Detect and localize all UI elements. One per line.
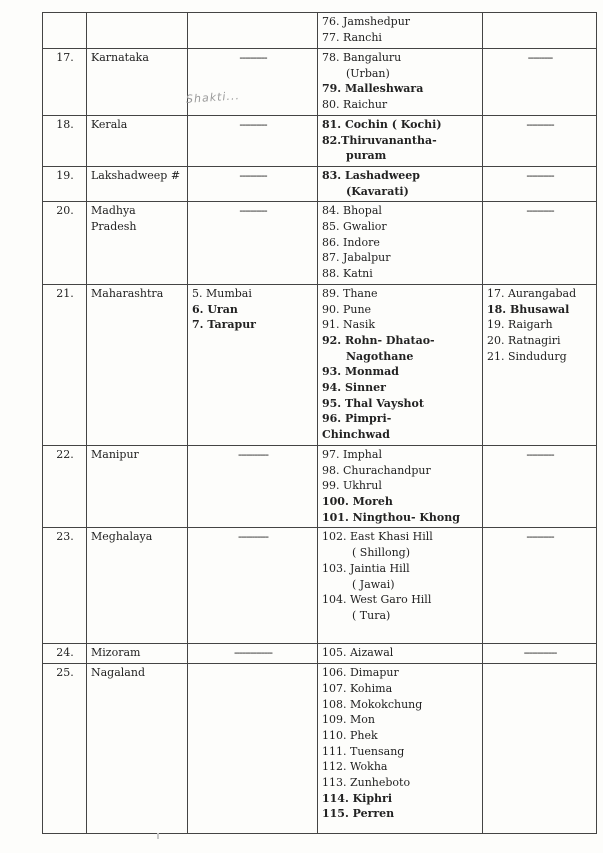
col4-cell bbox=[318, 644, 483, 664]
table-row bbox=[43, 284, 597, 445]
list-item: 115. Perren bbox=[322, 807, 395, 821]
state-name-cell: Lakshadweep # bbox=[87, 166, 188, 201]
list-item: 106. Dimapur bbox=[322, 666, 399, 680]
list-item: 92. Rohn- Dhatao- bbox=[322, 333, 435, 347]
table-row bbox=[43, 528, 597, 644]
state-name-cell: Mizoram bbox=[87, 644, 188, 664]
col3-cell bbox=[188, 664, 318, 834]
handwritten-signature: Shakti... bbox=[185, 89, 241, 106]
col5-cell bbox=[483, 644, 597, 664]
dash-placeholder: ---------- bbox=[526, 204, 554, 218]
dash-placeholder: ---------- bbox=[239, 204, 267, 218]
table-row bbox=[43, 166, 597, 201]
col4-cell bbox=[318, 13, 483, 49]
col5-cell bbox=[483, 664, 597, 834]
list-item: 20. Ratnagiri bbox=[487, 333, 561, 347]
col4-cell bbox=[318, 284, 483, 445]
col3-cell bbox=[188, 644, 318, 664]
list-item: 78. Bangaluru bbox=[322, 51, 402, 64]
col4-cell bbox=[318, 49, 483, 116]
col5-cell bbox=[483, 166, 597, 201]
col3-cell bbox=[185, 49, 318, 116]
list-item: 7. Tarapur bbox=[192, 318, 256, 332]
col5-cell bbox=[483, 49, 597, 116]
list-item: (Kavarati) bbox=[346, 184, 409, 198]
table-body bbox=[43, 13, 597, 834]
list-item: 109. Mon bbox=[322, 713, 375, 727]
list-item: 97. Imphal bbox=[322, 447, 382, 461]
list-item: 85. Gwalior bbox=[322, 220, 387, 234]
table-row bbox=[43, 115, 597, 166]
list-item: 19. Raigarh bbox=[487, 318, 553, 332]
col4-cell bbox=[318, 445, 483, 528]
state-name-cell: Nagaland bbox=[87, 664, 188, 834]
list-item: ( Tura) bbox=[352, 608, 391, 622]
list-item: 103. Jaintia Hill bbox=[322, 561, 410, 575]
list-item: 89. Thane bbox=[322, 286, 378, 300]
state-name-cell: Meghalaya bbox=[87, 528, 188, 644]
dash-placeholder: -------------- bbox=[233, 646, 273, 660]
state-name-cell: Kerala bbox=[87, 115, 188, 166]
dash-placeholder: ------------ bbox=[523, 646, 557, 660]
dash-placeholder: --------- bbox=[527, 51, 553, 64]
list-item: 77. Ranchi bbox=[322, 30, 382, 44]
col3-cell bbox=[188, 528, 318, 644]
list-item: 96. Pimpri- bbox=[322, 412, 392, 426]
serial-number-cell: 17. bbox=[43, 49, 87, 116]
list-item: 79. Malleshwara bbox=[322, 82, 424, 96]
list-item: Chinchwad bbox=[322, 428, 390, 442]
list-item: 18. Bhusawal bbox=[487, 302, 570, 316]
col4-cell bbox=[318, 528, 483, 644]
serial-number-cell: 25. bbox=[43, 664, 87, 834]
col4-cell bbox=[318, 664, 483, 834]
serial-number-cell: 24. bbox=[43, 644, 87, 664]
list-item: 105. Aizawal bbox=[322, 646, 394, 660]
list-item: 91. Nasik bbox=[322, 318, 376, 332]
list-item: 88. Katni bbox=[322, 267, 373, 281]
list-item: 113. Zunheboto bbox=[322, 776, 411, 790]
dash-placeholder: ---------- bbox=[239, 168, 267, 182]
list-item: 76. Jamshedpur bbox=[322, 15, 411, 28]
list-item: 104. West Garo Hill bbox=[322, 593, 432, 607]
col4-cell bbox=[318, 202, 483, 285]
col5-cell bbox=[483, 13, 597, 49]
list-item: 83. Lashadweep bbox=[322, 168, 420, 182]
state-name-cell bbox=[87, 13, 188, 49]
col3-cell bbox=[188, 445, 318, 528]
col3-cell bbox=[188, 13, 318, 49]
list-item: 102. East Khasi Hill bbox=[322, 530, 433, 544]
list-item: 94. Sinner bbox=[322, 381, 386, 395]
list-item: 17. Aurangabad bbox=[487, 286, 577, 300]
col5-cell bbox=[483, 202, 597, 285]
col4-cell bbox=[318, 166, 483, 201]
list-item: 93. Monmad bbox=[322, 365, 399, 379]
table-row bbox=[43, 445, 597, 528]
list-item: ( Jawai) bbox=[352, 577, 395, 591]
col3-cell bbox=[188, 115, 318, 166]
list-item: Nagothane bbox=[346, 349, 414, 363]
dash-placeholder: ---------- bbox=[526, 117, 554, 131]
list-item: 6. Uran bbox=[192, 302, 238, 316]
serial-number-cell: 19. bbox=[43, 166, 87, 201]
list-item: 98. Churachandpur bbox=[322, 463, 431, 477]
table-row bbox=[43, 13, 597, 49]
col3-cell bbox=[188, 166, 318, 201]
dash-placeholder: ---------- bbox=[526, 447, 554, 461]
col5-cell bbox=[483, 528, 597, 644]
list-item: 99. Ukhrul bbox=[322, 479, 382, 493]
serial-number-cell bbox=[43, 13, 87, 49]
list-item: 81. Cochin ( Kochi) bbox=[322, 117, 442, 131]
page-speck bbox=[157, 833, 159, 839]
serial-number-cell: 18. bbox=[43, 115, 87, 166]
col4-cell bbox=[318, 115, 483, 166]
list-item: 114. Kiphri bbox=[322, 791, 393, 805]
dash-placeholder: ---------- bbox=[526, 168, 554, 182]
list-item: 112. Wokha bbox=[322, 760, 388, 774]
col5-cell bbox=[483, 284, 597, 445]
list-item: 111. Tuensang bbox=[322, 744, 405, 758]
table-row bbox=[43, 202, 597, 285]
serial-number-cell: 21. bbox=[43, 284, 87, 445]
table-row bbox=[43, 644, 597, 664]
list-item: 21. Sindudurg bbox=[487, 349, 567, 363]
list-item: 100. Moreh bbox=[322, 494, 393, 508]
serial-number-cell: 23. bbox=[43, 528, 87, 644]
list-item: puram bbox=[346, 149, 387, 163]
serial-number-cell: 20. bbox=[43, 202, 87, 285]
list-item: 101. Ningthou- Khong bbox=[322, 510, 460, 524]
list-item: 86. Indore bbox=[322, 235, 380, 249]
col5-cell bbox=[483, 115, 597, 166]
dash-placeholder: ----------- bbox=[238, 447, 268, 461]
list-item: 108. Mokokchung bbox=[322, 697, 423, 711]
list-item: 87. Jabalpur bbox=[322, 251, 391, 265]
list-item: 80. Raichur bbox=[322, 98, 388, 112]
list-item: 82.Thiruvanantha- bbox=[322, 133, 437, 147]
list-item: 110. Phek bbox=[322, 728, 378, 742]
col5-cell bbox=[483, 445, 597, 528]
list-item: 90. Pune bbox=[322, 302, 372, 316]
districts-table bbox=[42, 12, 597, 834]
col3-cell bbox=[188, 284, 318, 445]
list-item: 5. Mumbai bbox=[192, 286, 252, 300]
table-row bbox=[43, 49, 597, 116]
list-item: ( Shillong) bbox=[352, 546, 411, 560]
state-name-cell: Manipur bbox=[87, 445, 188, 528]
list-item: (Urban) bbox=[346, 66, 390, 80]
state-name-cell: Madhya Pradesh bbox=[87, 202, 188, 285]
dash-placeholder: ---------- bbox=[239, 51, 267, 64]
list-item: 107. Kohima bbox=[322, 681, 393, 695]
dash-placeholder: ---------- bbox=[526, 530, 554, 544]
list-item: 84. Bhopal bbox=[322, 204, 382, 218]
state-name-cell: Karnataka bbox=[87, 49, 188, 116]
list-item: 95. Thal Vayshot bbox=[322, 396, 424, 410]
serial-number-cell: 22. bbox=[43, 445, 87, 528]
dash-placeholder: ---------- bbox=[239, 117, 267, 131]
state-name-cell: Maharashtra bbox=[87, 284, 188, 445]
table-row bbox=[43, 664, 597, 834]
col3-cell bbox=[188, 202, 318, 285]
dash-placeholder: ----------- bbox=[238, 530, 268, 544]
